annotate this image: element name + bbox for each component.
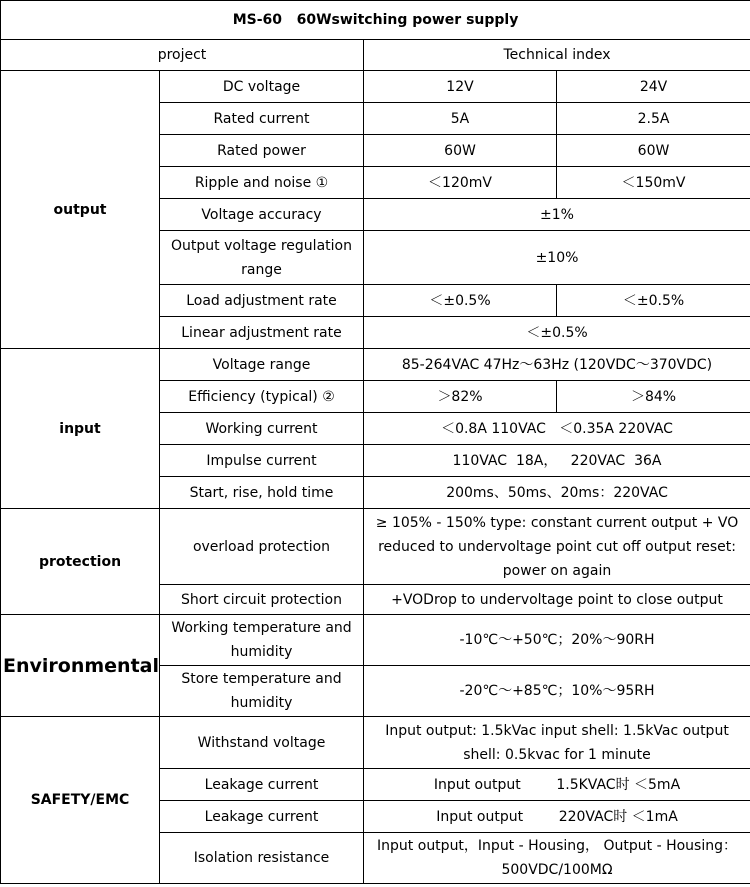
value-rated-power-2: 60W — [557, 135, 750, 167]
table-row — [1, 71, 750, 103]
param-leakage-current-2: Leakage current — [160, 801, 364, 833]
value-dc-voltage-24v: 24V — [557, 71, 750, 103]
param-regulation-range: Output voltage regulation range — [160, 231, 364, 285]
param-overload: overload protection — [160, 509, 364, 585]
param-start-time: Start, rise, hold time — [160, 477, 364, 509]
value-withstand-voltage: Input output: 1.5kVac input shell: 1.5kVac output shell: 0.5kvac for 1 minute — [364, 717, 750, 769]
header-technical-index: Technical index — [364, 40, 750, 71]
table-row — [1, 717, 750, 769]
param-working-current: Working current — [160, 413, 364, 445]
value-load-adjustment-1: ＜±0.5% — [364, 285, 557, 317]
param-rated-power: Rated power — [160, 135, 364, 167]
value-ripple-1: ＜120mV — [364, 167, 557, 199]
group-protection: protection — [1, 509, 160, 615]
table-row — [1, 349, 750, 381]
group-output: output — [1, 71, 160, 349]
value-store-temp: -20℃～+85℃；10%～95RH — [364, 666, 750, 717]
param-isolation-resistance: Isolation resistance — [160, 833, 364, 884]
value-voltage-range: 85-264VAC 47Hz～63Hz (120VDC～370VDC) — [364, 349, 750, 381]
title-row — [1, 1, 750, 40]
value-rated-current-2: 2.5A — [557, 103, 750, 135]
param-impulse-current: Impulse current — [160, 445, 364, 477]
param-leakage-current-1: Leakage current — [160, 769, 364, 801]
param-short-circuit: Short circuit protection — [160, 585, 364, 615]
param-load-adjustment: Load adjustment rate — [160, 285, 364, 317]
param-store-temp: Store temperature and humidity — [160, 666, 364, 717]
value-dc-voltage-12v: 12V — [364, 71, 557, 103]
param-voltage-range: Voltage range — [160, 349, 364, 381]
value-working-temp: -10℃～+50℃；20%～90RH — [364, 615, 750, 666]
group-input: input — [1, 349, 160, 509]
value-leakage-current-1: Input output 1.5KVAC时 ＜5mA — [364, 769, 750, 801]
value-ripple-2: ＜150mV — [557, 167, 750, 199]
table-title: MS-60 60Wswitching power supply — [1, 1, 750, 40]
group-environmental: Environmental — [1, 615, 160, 717]
header-row — [1, 40, 750, 71]
param-ripple-noise: Ripple and noise ① — [160, 167, 364, 199]
value-impulse-current: 110VAC 18A， 220VAC 36A — [364, 445, 750, 477]
table-row — [1, 615, 750, 666]
value-leakage-current-2: Input output 220VAC时 ＜1mA — [364, 801, 750, 833]
value-load-adjustment-2: ＜±0.5% — [557, 285, 750, 317]
param-dc-voltage: DC voltage — [160, 71, 364, 103]
header-project: project — [1, 40, 364, 71]
value-regulation-range: ±10% — [364, 231, 750, 285]
param-working-temp: Working temperature and humidity — [160, 615, 364, 666]
value-rated-power-1: 60W — [364, 135, 557, 167]
value-start-time: 200ms、50ms、20ms：220VAC — [364, 477, 750, 509]
value-efficiency-1: ＞82% — [364, 381, 557, 413]
param-voltage-accuracy: Voltage accuracy — [160, 199, 364, 231]
table-row — [1, 509, 750, 585]
param-rated-current: Rated current — [160, 103, 364, 135]
param-withstand-voltage: Withstand voltage — [160, 717, 364, 769]
value-working-current: ＜0.8A 110VAC ＜0.35A 220VAC — [364, 413, 750, 445]
value-short-circuit: +VODrop to undervoltage point to close output — [364, 585, 750, 615]
value-isolation-resistance: Input output，Input - Housing， Output - Housing： 500VDC/100MΩ — [364, 833, 750, 884]
value-rated-current-1: 5A — [364, 103, 557, 135]
value-efficiency-2: ＞84% — [557, 381, 750, 413]
value-voltage-accuracy: ±1% — [364, 199, 750, 231]
param-linear-adjustment: Linear adjustment rate — [160, 317, 364, 349]
param-efficiency: Efficiency (typical) ② — [160, 381, 364, 413]
value-overload: ≥ 105% - 150% type: constant current output + VO reduced to undervoltage point cut off output reset: power on again — [364, 509, 750, 585]
value-linear-adjustment: ＜±0.5% — [364, 317, 750, 349]
group-safety-emc: SAFETY/EMC — [1, 717, 160, 884]
